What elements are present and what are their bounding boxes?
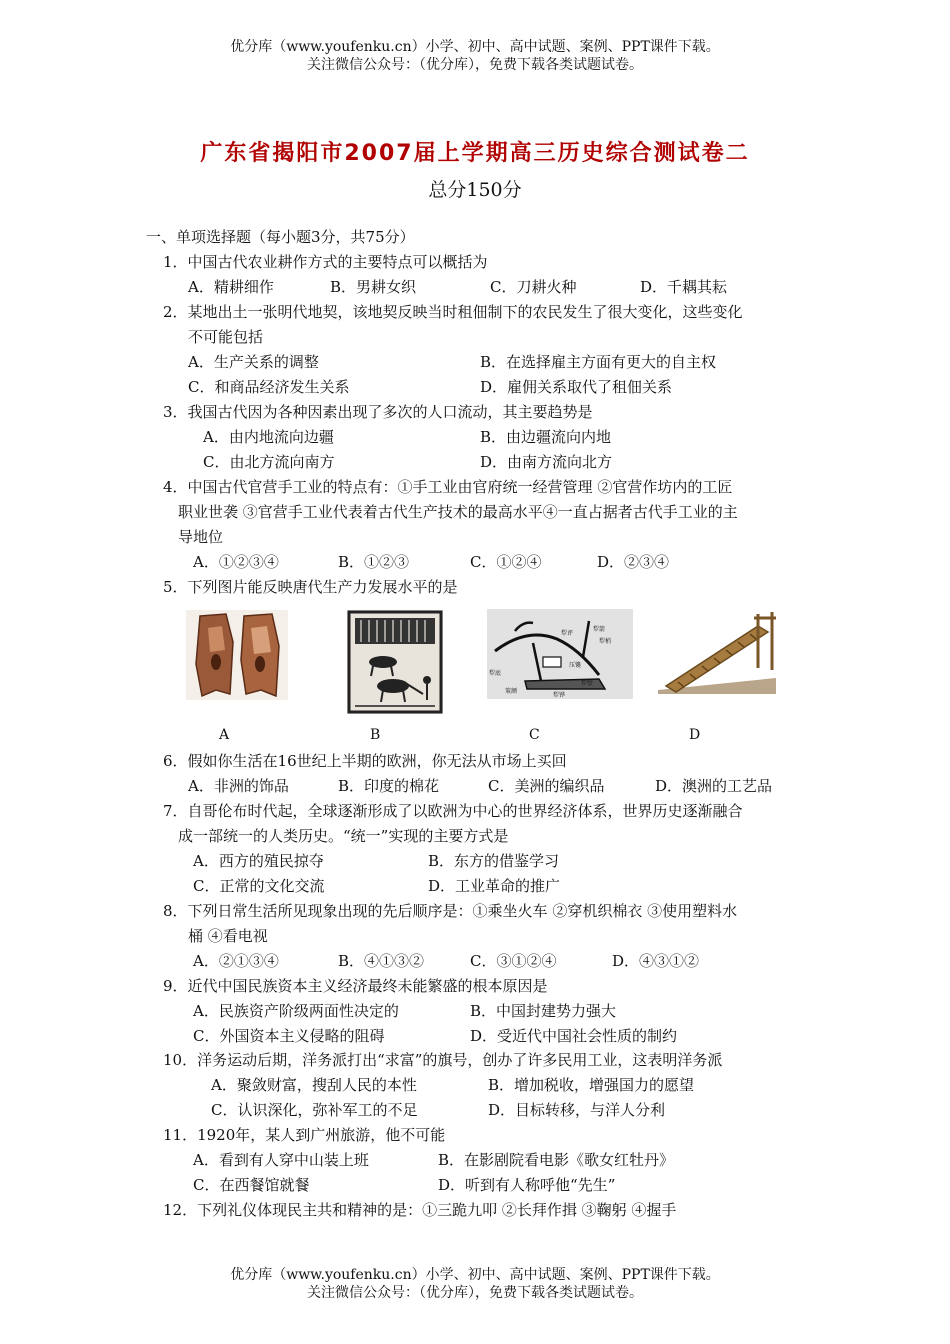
footer-line-1: 优分库（www.youfenku.cn）小学、初中、高中试题、案例、PPT课件下载。 — [230, 1267, 720, 1283]
question-6-stem: 6．假如你生活在16世纪上半期的欧洲，你无法从市场上买回 — [163, 752, 567, 770]
q7-option-d: D．工业革命的推广 — [428, 877, 561, 895]
q1-option-d: D．千耦其耘 — [640, 278, 728, 296]
question-5-stem: 5．下列图片能反映唐代生产力发展水平的是 — [163, 578, 458, 596]
q9-option-d: D．受近代中国社会性质的制约 — [470, 1027, 678, 1045]
q6-option-a: A．非洲的饰品 — [188, 777, 289, 795]
question-4-stem: 4．中国古代官营手工业的特点有：①手工业由官府统一经营管理 ②官营作坊内的工匠 — [163, 478, 733, 496]
page-title: 广东省揭阳市2007届上学期高三历史综合测试卷二 — [200, 141, 750, 166]
question-2-stem: 2．某地出土一张明代地契，该地契反映当时租佃制下的农民发生了很大变化，这些变化 — [163, 303, 743, 321]
svg-text:策额: 策额 — [505, 688, 518, 695]
q10-option-a: A．聚敛财富，搜刮人民的本性 — [211, 1076, 417, 1094]
q4-option-b: B．①②③ — [338, 553, 410, 571]
picture-label-c: C — [529, 727, 540, 743]
q7-option-b: B．东方的借鉴学习 — [428, 852, 560, 870]
q6-option-c: C．美洲的编织品 — [488, 777, 605, 795]
q9-option-c: C．外国资本主义侵略的阻碍 — [193, 1027, 385, 1045]
ox-plowing-mural — [347, 610, 443, 718]
question-9-stem: 9．近代中国民族资本主义经济最终未能繁盛的根本原因是 — [163, 977, 548, 995]
footer-line-2: 关注微信公众号：（优分库），免费下载各类试题试卷。 — [307, 1285, 643, 1301]
q2-option-a: A．生产关系的调整 — [188, 353, 319, 371]
q1-option-c: C．刀耕火种 — [490, 278, 577, 296]
question-2-stem-cont: 不可能包括 — [188, 328, 264, 346]
question-12-stem: 12．下列礼仪体现民主共和精神的是：①三跪九叩 ②长拜作揖 ③鞠躬 ④握手 — [163, 1201, 677, 1219]
question-4-stem-end: 导地位 — [178, 528, 224, 546]
q4-option-c: C．①②④ — [470, 553, 542, 571]
svg-text:犁评: 犁评 — [561, 630, 574, 637]
question-1-stem: 1．中国古代农业耕作方式的主要特点可以概括为 — [163, 253, 488, 271]
q10-option-d: D．目标转移，与洋人分利 — [488, 1101, 666, 1119]
q11-option-d: D．听到有人称呼他“先生” — [438, 1176, 616, 1194]
picture-label-a: A — [219, 727, 230, 743]
question-11-stem: 11．1920年，某人到广州旅游，他不可能 — [163, 1126, 446, 1144]
q10-option-b: B．增加税收，增强国力的愿望 — [488, 1076, 695, 1094]
question-8-stem-cont: 桶 ④看电视 — [188, 927, 268, 945]
question-8-stem: 8．下列日常生活所见现象出现的先后顺序是：①乘坐火车 ②穿机织棉衣 ③使用塑料水 — [163, 902, 738, 920]
q8-option-b: B．④①③② — [338, 952, 425, 970]
question-4-stem-cont: 职业世袭 ③官营手工业代表着古代生产技术的最高水平④一直占据者古代手工业的主 — [178, 503, 738, 521]
q3-option-b: B．由边疆流向内地 — [480, 428, 612, 446]
q4-option-a: A．①②③④ — [193, 553, 279, 571]
svg-text:犁壁: 犁壁 — [581, 680, 594, 687]
q8-option-d: D．④③①② — [612, 952, 700, 970]
total-score: 总分150分 — [428, 179, 522, 201]
svg-text:犁箭: 犁箭 — [593, 626, 606, 633]
q11-option-b: B．在影剧院看电影《歌女红牡丹》 — [438, 1151, 675, 1169]
curved-shaft-plow-diagram — [487, 609, 633, 703]
header-line-2: 关注微信公众号：（优分库），免费下载各类试题试卷。 — [307, 57, 643, 73]
q1-option-a: A．精耕细作 — [188, 278, 274, 296]
q7-option-c: C．正常的文化交流 — [193, 877, 325, 895]
q6-option-b: B．印度的棉花 — [338, 777, 440, 795]
q9-option-a: A．民族资产阶级两面性决定的 — [193, 1002, 399, 1020]
svg-text:犁梢: 犁梢 — [599, 638, 612, 645]
q2-option-d: D．雇佣关系取代了租佃关系 — [480, 378, 673, 396]
iron-plowshares-photo — [186, 610, 288, 704]
q6-option-d: D．澳洲的工艺品 — [655, 777, 773, 795]
q8-option-a: A．②①③④ — [193, 952, 279, 970]
q3-option-c: C．由北方流向南方 — [203, 453, 335, 471]
q8-option-c: C．③①②④ — [470, 952, 557, 970]
svg-text:压镵: 压镵 — [569, 662, 582, 669]
question-7-stem-cont: 成一部统一的人类历史。“统一”实现的主要方式是 — [178, 827, 509, 845]
q1-option-b: B．男耕女织 — [330, 278, 417, 296]
q10-option-c: C．认识深化，弥补军工的不足 — [211, 1101, 418, 1119]
q4-option-d: D．②③④ — [597, 553, 670, 571]
chain-pump-photo — [658, 608, 776, 698]
q2-option-b: B．在选择雇主方面有更大的自主权 — [480, 353, 717, 371]
q3-option-d: D．由南方流向北方 — [480, 453, 613, 471]
picture-label-d: D — [689, 727, 701, 743]
q3-option-a: A．由内地流向边疆 — [203, 428, 334, 446]
svg-text:犁铧: 犁铧 — [553, 692, 566, 699]
picture-label-b: B — [370, 727, 381, 743]
header-line-1: 优分库（www.youfenku.cn）小学、初中、高中试题、案例、PPT课件下载。 — [230, 39, 720, 55]
q9-option-b: B．中国封建势力强大 — [470, 1002, 617, 1020]
question-3-stem: 3．我国古代因为各种因素出现了多次的人口流动，其主要趋势是 — [163, 403, 593, 421]
q7-option-a: A．西方的殖民掠夺 — [193, 852, 324, 870]
question-10-stem: 10．洋务运动后期，洋务派打出“求富”的旗号，创办了许多民用工业，这表明洋务派 — [163, 1051, 723, 1069]
question-7-stem: 7．自哥伦布时代起，全球逐渐形成了以欧洲为中心的世界经济体系，世界历史逐渐融合 — [163, 802, 743, 820]
q11-option-a: A．看到有人穿中山装上班 — [193, 1151, 369, 1169]
svg-text:犁底: 犁底 — [489, 670, 502, 677]
q11-option-c: C．在西餐馆就餐 — [193, 1176, 310, 1194]
section-heading: 一、单项选择题（每小题3分，共75分） — [146, 228, 415, 246]
q2-option-c: C．和商品经济发生关系 — [188, 378, 350, 396]
